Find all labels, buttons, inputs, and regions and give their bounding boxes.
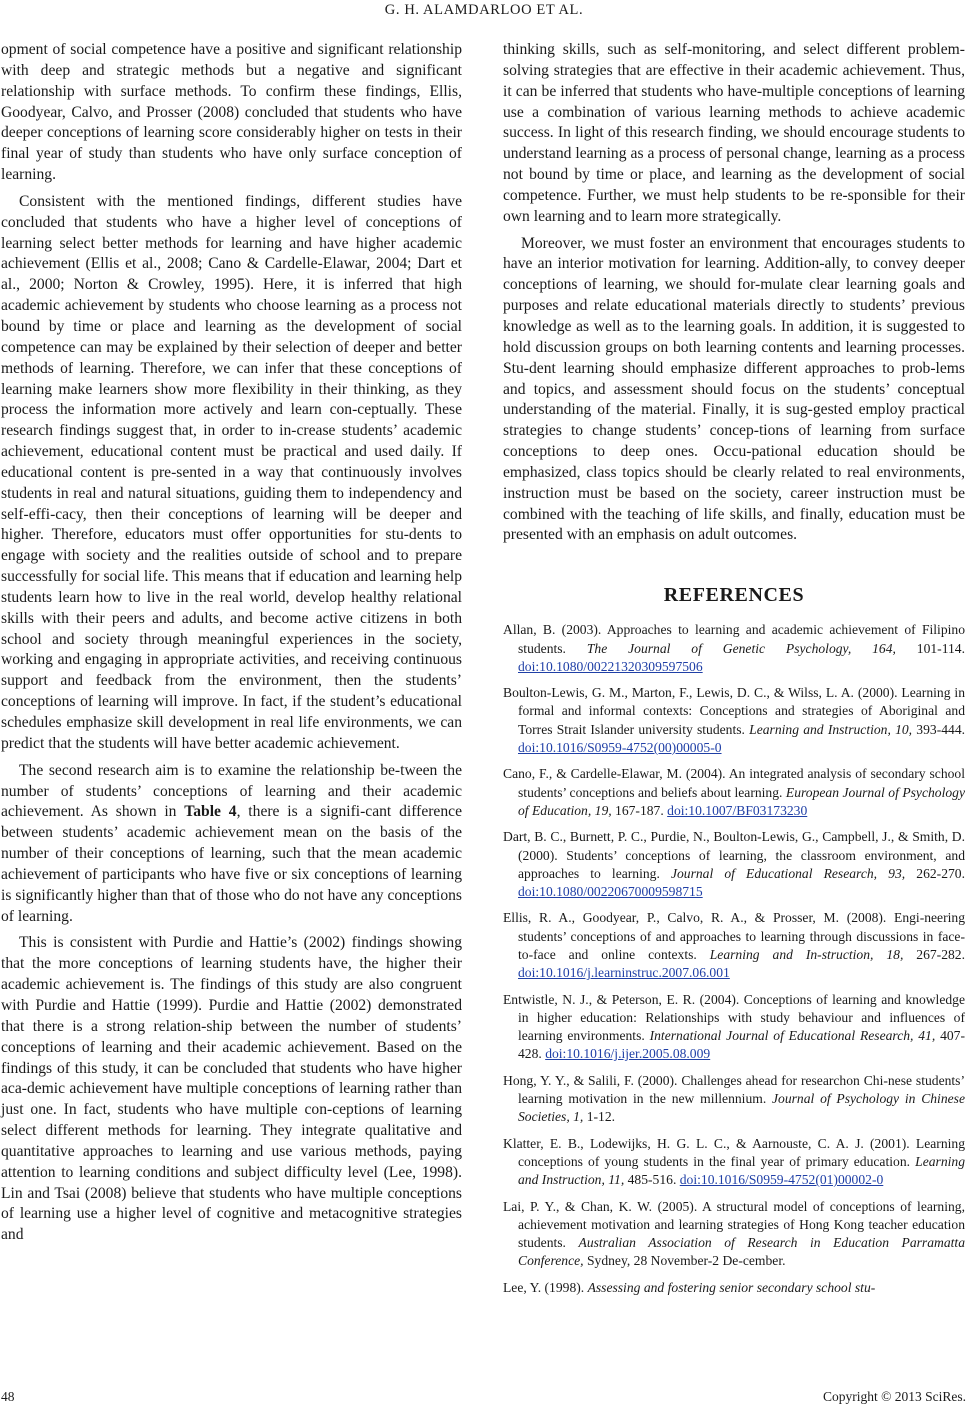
reference-item bbox=[503, 1135, 965, 1190]
references-heading: REFERENCES bbox=[663, 584, 805, 607]
body-paragraph: This is consistent with Purdie and Hattie’s (2002) findings showing that the more conceptions of learning students have, the higher their academic achievement is. The findings of this study are also congruent with Purdie and Hattie (1999). Purdie and Hattie (2002) demonstrated that there is a strong relation-ship between the number of students’ conceptions of learning and their academic achievement. Based on the findings of this study, it can be concluded that students who have higher aca-demic achievement have multiple conceptions of learning rather than just one. In fact, students who have multiple con-ceptions of learning select different methods for learning. They integrate qualitative and quantitative approaches to learning and use various methods, paying attention to learning conditions and subject difficulty level (Lee, 1998). Lin and Tsai (2008) believe that students who have multiple conceptions of learning use a higher level of cognitive and metacognitive strategies and bbox=[1, 934, 462, 1244]
reference-item bbox=[503, 1279, 965, 1297]
reference-pages: 1-12. bbox=[583, 1109, 616, 1125]
reference-item bbox=[503, 684, 965, 757]
reference-source: Journal of Educational Research, 93, bbox=[670, 865, 906, 881]
reference-pages: 485-516. bbox=[624, 1172, 680, 1188]
reference-pages: 262-270. bbox=[905, 865, 965, 881]
reference-pages: 393-444. bbox=[912, 721, 966, 737]
table-reference-link[interactable]: Table 4 bbox=[184, 803, 237, 821]
reference-text: Dart, B. C., Burnett, P. C., Purdie, N., Boulton-Lewis, G., Campbell, J., & Smith, D. (2000). Students’ conceptions of learning, the classroom environment, and approaches to learning. bbox=[503, 829, 965, 881]
body-paragraph: Consistent with the mentioned findings, different studies have concluded that students who have a higher level of conceptions of learning select better methods for learning and have higher academic achievement (Ellis et al., 2008; Cano & Cardelle-Elawar, 2004; Dart et al., 2000; Norton & Crowley, 1995). Here, it is inferred that high academic achievement by students who choose learning as a process not bound by time or place and learning as the development of social competence can may be explained by their selection of deeper and better methods of learning. Therefore, we can infer that these conceptions of learning make learners show more flexibility in their thinking, as they process the information more actively and learn con-ceptually. These research findings suggest that, in order to in-crease students’ academic achievement, educational content must be practical and used daily. If educational content is pre-sented in a way that continuously involves students in real and natural situations, guiding them to independency and self-effi-cacy, then their conceptions of learning will be deeper and higher. Therefore, educators must offer opportunities for stu-dents to engage with society and the realities outside of school and to prepare successfully for social life. This means that if education and learning help students learn how to live in the real world, develop healthy relational skills with their peers and adults, and become active citizens in both school and society through meaningful experiences in the society, working and engaging in appropriate activities, and receiving continuous support and feedback from the environment, then the students’ conceptions of learning will improve. In fact, if the student’s educational schedules emphasize skill development in real life environments, we can predict that the students will have better academic achievement. bbox=[1, 192, 462, 752]
reference-pages: 101-114. bbox=[895, 640, 965, 656]
reference-item bbox=[503, 621, 965, 676]
body-paragraph: opment of social competence have a positive and significant relationship with deep and strategic methods but a negative and significant relationship with surface methods. To confirm these findings, Ellis, Goodyear, Calvo, and Prosser (2008) concluded that students who have deeper conceptions of learning score considerably higher on tests in their final year of study than students who have only surface conception of learning. bbox=[1, 41, 462, 184]
reference-item bbox=[503, 828, 965, 901]
reference-text: Lai, P. Y., & Chan, K. W. (2005). A structural model of conceptions of learning, achievement motivation and learning strategies of Hong Kong teacher education students. bbox=[503, 1198, 965, 1251]
reference-pages: Sydney, 28 November-2 De-cember. bbox=[583, 1253, 786, 1269]
reference-text: Boulton-Lewis, G. M., Marton, F., Lewis, D. C., & Wilss, L. A. (2000). Learning in formal and informal contexts: Conceptions and strategies of Aboriginal and Torres Strait Islander university students. bbox=[503, 685, 965, 737]
right-column bbox=[503, 40, 965, 1305]
doi-link[interactable]: doi:10.1080/00220670009598715 bbox=[518, 884, 703, 900]
reference-source: Learning and Instruction, 10, bbox=[749, 721, 913, 737]
reference-item bbox=[503, 765, 965, 820]
copyright-notice: Copyright © 2013 SciRes. bbox=[822, 1389, 966, 1404]
doi-link[interactable]: doi:10.1007/BF03173230 bbox=[667, 802, 808, 818]
reference-list bbox=[503, 621, 965, 1297]
running-head: G. H. ALAMDARLOO ET AL. bbox=[384, 2, 584, 18]
body-paragraph bbox=[1, 761, 462, 928]
reference-source: Australian Association of Research in Education Parramatta Conference, bbox=[518, 1235, 965, 1269]
doi-link[interactable]: doi:10.1080/00221320309597506 bbox=[518, 658, 703, 674]
doi-link[interactable]: doi:10.1016/S0959-4752(01)00002-0 bbox=[679, 1172, 884, 1188]
reference-text: Entwistle, N. J., & Peterson, E. R. (2004). Conceptions of learning and knowledge in higher education: Relationships with study behaviour and influences of learning environments. bbox=[503, 991, 965, 1044]
reference-source: Assessing and fostering senior secondary school stu- bbox=[587, 1279, 876, 1295]
doi-link[interactable]: doi:10.1016/S0959-4752(00)00005-0 bbox=[518, 740, 722, 756]
reference-text: Cano, F., & Cardelle-Elawar, M. (2004). An integrated analysis of secondary school students’ conceptions and beliefs about learning. bbox=[503, 766, 965, 800]
reference-text: Ellis, R. A., Goodyear, P., Calvo, R. A., & Prosser, M. (2008). Engi-neering students’ conceptions of and approaches to learning through discussions in face-to-face and online contexts. bbox=[503, 910, 965, 962]
paragraph-text: The second research aim is to examine the relationship be-tween the number of students’ conceptions of learning and their academic achievement. As shown in bbox=[1, 761, 462, 821]
doi-link[interactable]: doi:10.1016/j.learninstruc.2007.06.001 bbox=[518, 965, 730, 981]
reference-item bbox=[503, 1072, 965, 1127]
reference-text: Klatter, E. B., Lodewijks, H. G. L. C., & Aarnouste, C. A. J. (2001). Learning conceptions of young students in the final year of primary education. bbox=[503, 1135, 965, 1169]
body-paragraph: Moreover, we must foster an environment that encourages students to have an interior motivation for learning. Addition-ally, to convey deeper conceptions of learning, we should for-mulate clear learning goals and purposes and relate educational materials directly to students’ previous knowledge as well as to the learning goals. In addition, it is suggested to hold discussion groups on both learning contents and learning processes. Stu-dent learning should emphasize different approaches to prob-lems and topics, and assessment should focus on the students’ conceptual understanding of the material. Finally, it is sug-gested employ practical strategies to change students’ concep-tions of learning from surface conceptions to deep ones. Occu-pational education should be emphasized, class topics should be clearly related to real environments, instruction must be based on the society, career instruction must be combined with the teaching of life skills, and finally, education must be presented with an emphasis on adult outcomes. bbox=[503, 234, 965, 544]
left-column bbox=[1, 40, 462, 1246]
body-paragraph: thinking skills, such as self-monitoring, and select different problem-solving strategies that are effective in their academic achievement. Thus, it can be inferred that students who have-multiple conceptions of learning use a combination of various learning methods to achieve academic success. In light of this research finding, we should encourage students to understand learning as a process of personal change, learning as a process not bound by time or place, and learning as the development of social competence. Further, we must help students to be re-sponsible for their own learning and to learn more strategically. bbox=[503, 41, 965, 225]
reference-source: Learning and Instruction, 11, bbox=[518, 1153, 965, 1188]
paragraph-text: , there is a signifi-cant difference between students’ academic achievement mean on the basis of the number of their conceptions of learning, such that the mean academic achievement of participants who have five or six conceptions of learning is significantly higher than that of those who do not have any conceptions of learning. bbox=[1, 803, 462, 925]
reference-pages: 267-282. bbox=[903, 947, 965, 962]
reference-item bbox=[503, 1198, 965, 1271]
reference-pages: 167-187. bbox=[611, 802, 668, 818]
reference-text: Allan, B. (2003). Approaches to learning and academic achievement of Filipino students. bbox=[503, 622, 965, 656]
reference-source: European Journal of Psychology of Education, 19, bbox=[518, 784, 965, 818]
page-number: 48 bbox=[1, 1389, 15, 1404]
reference-item bbox=[503, 991, 965, 1064]
reference-pages: 407-428. bbox=[518, 1028, 965, 1062]
doi-link[interactable]: doi:10.1016/j.ijer.2005.08.009 bbox=[545, 1046, 711, 1062]
reference-source: Learning and In-struction, 18, bbox=[709, 947, 904, 962]
reference-source: Journal of Psychology in Chinese Societies, 1, bbox=[518, 1091, 965, 1125]
reference-source: The Journal of Genetic Psychology, 164, bbox=[586, 640, 896, 656]
reference-item bbox=[503, 909, 965, 982]
reference-source: International Journal of Educational Research, 41, bbox=[649, 1028, 936, 1044]
reference-text: Lee, Y. (1998). bbox=[503, 1279, 588, 1295]
reference-text: Hong, Y. Y., & Salili, F. (2000). Challenges ahead for researchon Chi-nese students’ learning motivation in the new millennium. bbox=[503, 1072, 965, 1107]
